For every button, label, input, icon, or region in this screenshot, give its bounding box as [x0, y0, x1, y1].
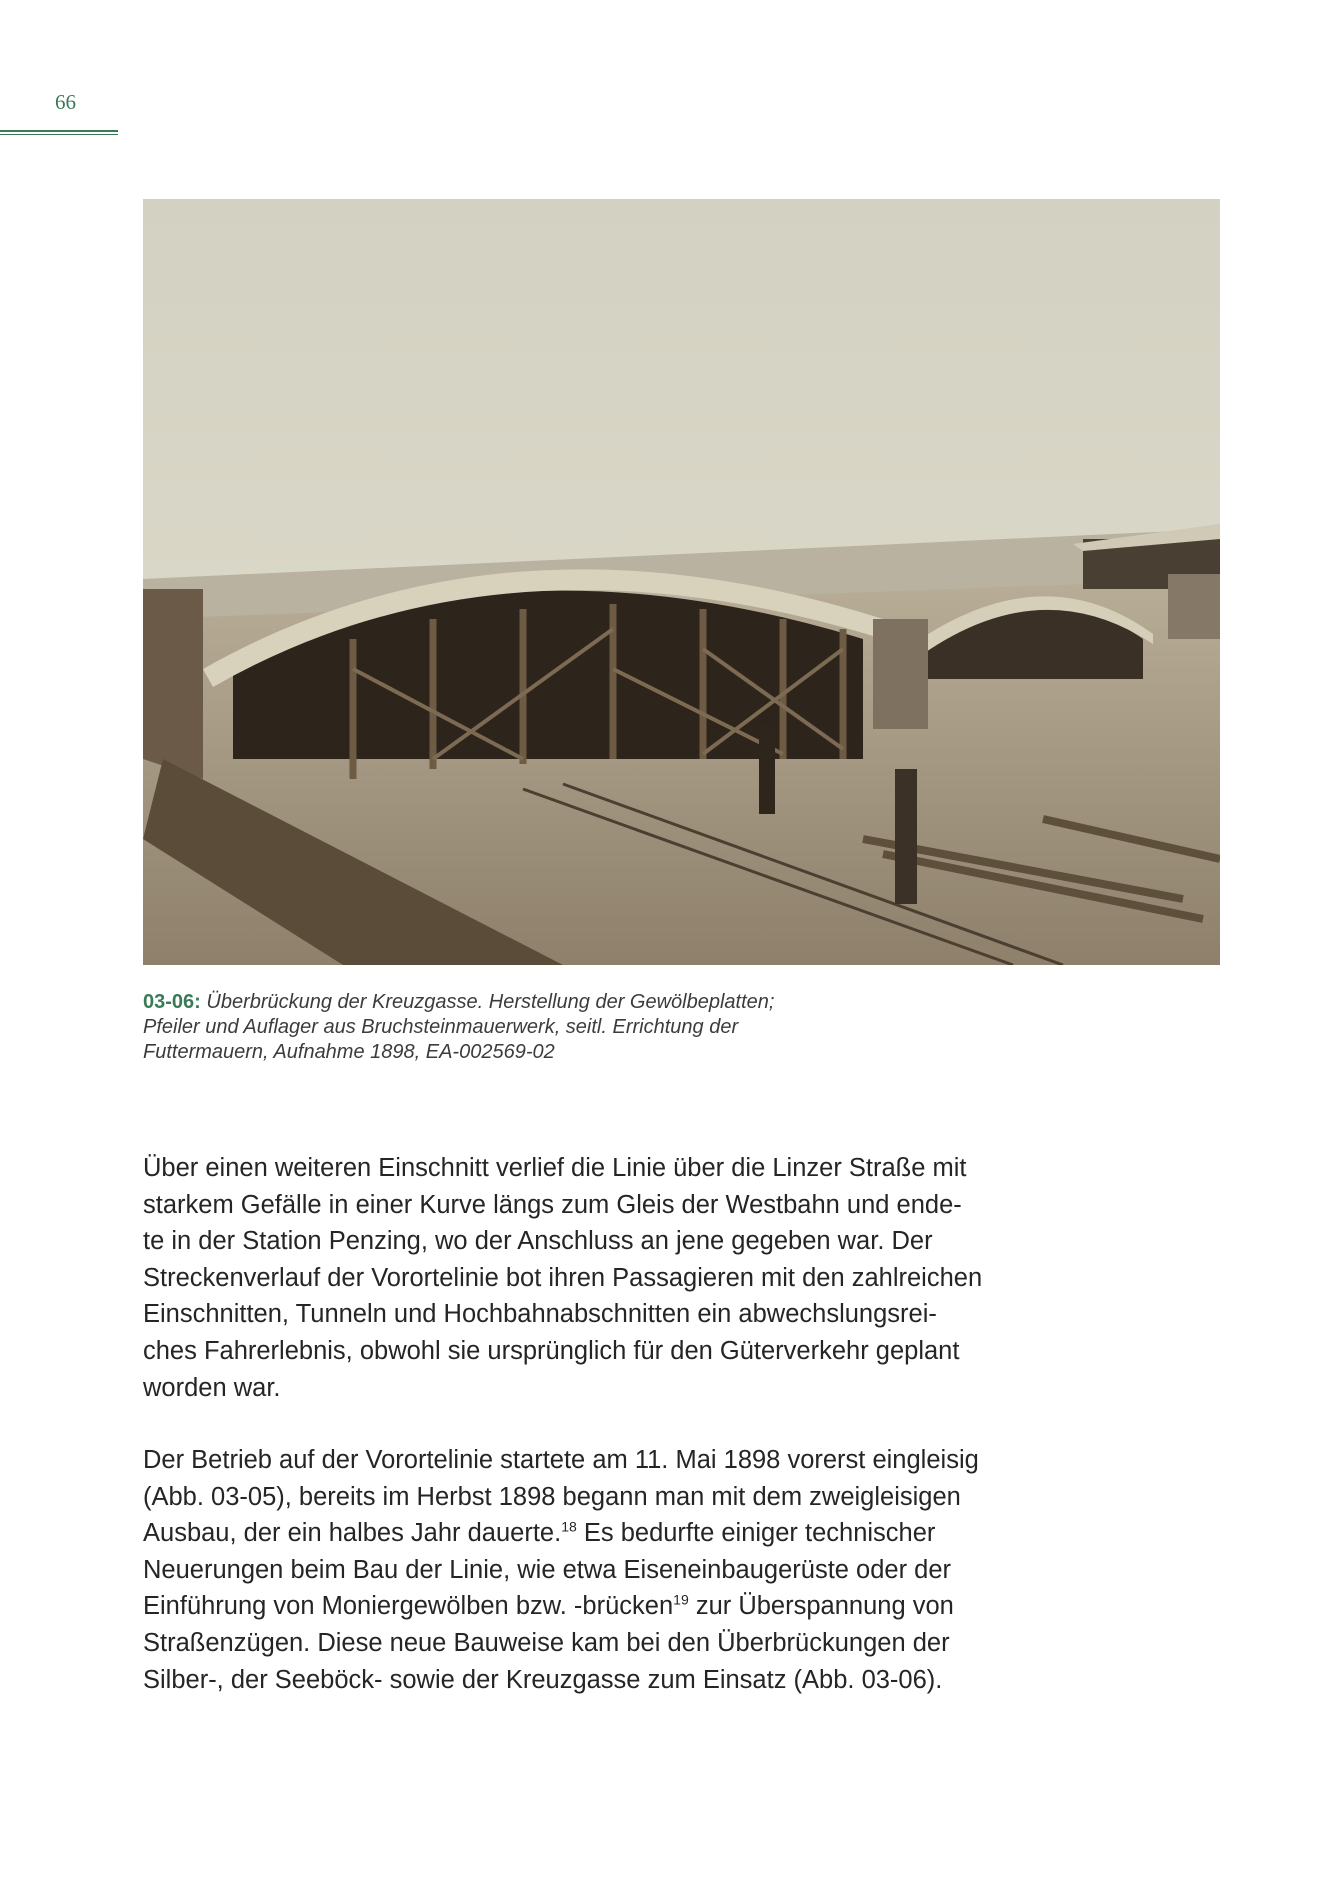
text-fragment: Einführung von Moniergewölben bzw. -brücken [143, 1592, 674, 1621]
text-line [143, 1515, 1043, 1552]
text-line: Streckenverlauf der Vorortelinie bot ihren Passagieren mit den zahlreichen [143, 1263, 983, 1292]
text-line: Über einen weiteren Einschnitt verlief die Linie über die Linzer Straße mit [143, 1154, 967, 1182]
text-line: worden war. [143, 1373, 281, 1402]
text-line: Straßenzügen. Diese neue Bauweise kam bei den Überbrückungen der [143, 1628, 950, 1657]
text-line [143, 1588, 1043, 1625]
caption-line: Futtermauern, Aufnahme 1898, EA-002569-02 [143, 1041, 555, 1063]
header-rule [0, 130, 118, 132]
historic-construction-photo [143, 199, 1220, 965]
footnote-ref-18[interactable]: 18 [561, 1518, 577, 1535]
figure-number: 03-06: [143, 991, 201, 1013]
text-line: ches Fahrerlebnis, obwohl sie ursprünglich für den Güterverkehr geplant [143, 1336, 960, 1365]
text-fragment: Ausbau, der ein halbes Jahr dauerte. [143, 1519, 562, 1548]
page-number: 66 [55, 90, 76, 114]
body-paragraph-1 [143, 1150, 1043, 1406]
footnote-ref-19[interactable]: 19 [673, 1591, 689, 1608]
caption-line: Pfeiler und Auflager aus Bruchsteinmauerwerk, seitl. Errichtung der [143, 1016, 739, 1038]
text-line: te in der Station Penzing, wo der Anschluss an jene gegeben war. Der [143, 1227, 933, 1256]
text-line: Der Betrieb auf der Vorortelinie startete am 11. Mai 1898 vorerst eingleisig [143, 1446, 979, 1474]
text-line: (Abb. 03-05), bereits im Herbst 1898 begann man mit dem zweigleisigen [143, 1482, 961, 1511]
text-line: Einschnitten, Tunneln und Hochbahnabschnitten ein abwechslungsrei- [143, 1300, 937, 1329]
figure-caption [143, 990, 903, 1065]
text-fragment: zur Überspannung von [688, 1592, 954, 1621]
body-paragraph-2 [143, 1442, 1043, 1698]
text-line: starkem Gefälle in einer Kurve längs zum Gleis der Westbahn und ende- [143, 1190, 962, 1219]
text-line: Neuerungen beim Bau der Linie, wie etwa Eiseneinbaugerüste oder der [143, 1555, 952, 1584]
text-line: Silber-, der Seeböck- sowie der Kreuzgasse zum Einsatz (Abb. 03-06). [143, 1665, 943, 1694]
text-fragment: Es bedurfte einiger technischer [576, 1519, 936, 1548]
header-rule-thin [0, 134, 118, 135]
caption-line: Überbrückung der Kreuzgasse. Herstellung der Gewölbeplatten; [206, 991, 775, 1013]
